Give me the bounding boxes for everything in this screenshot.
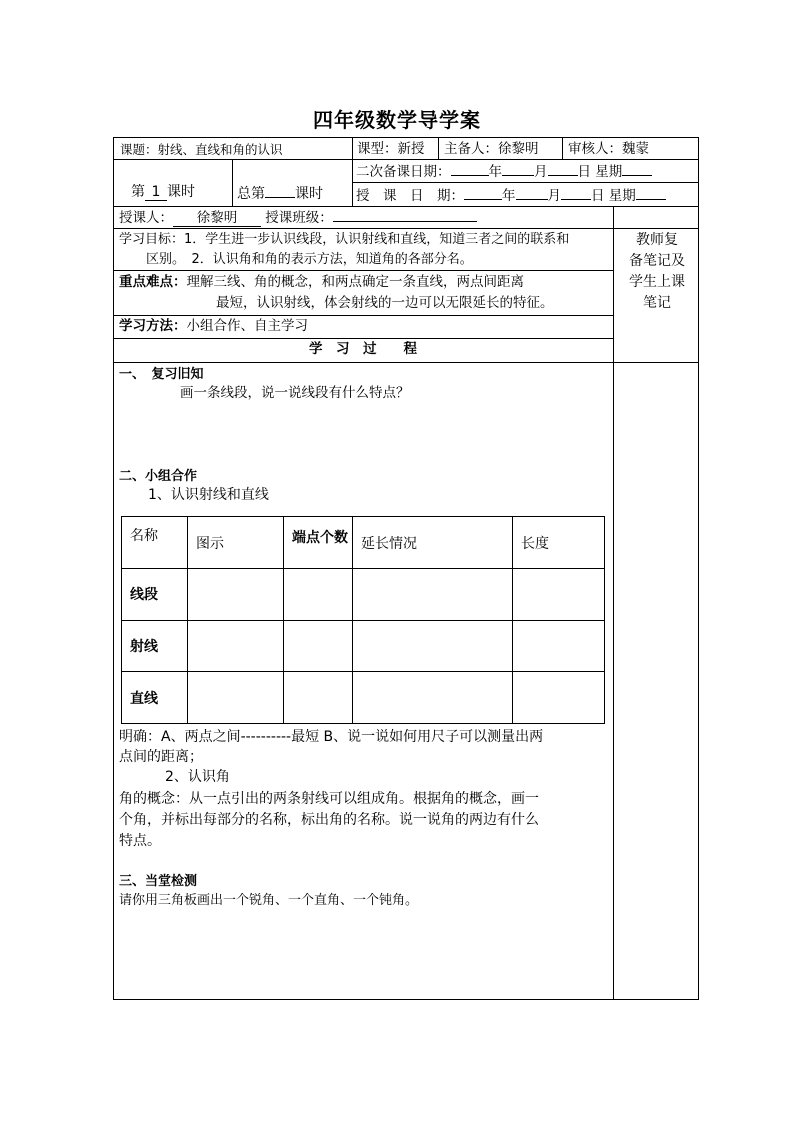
lesson-type-label: 课型：新授 bbox=[357, 141, 425, 157]
table-header: 图示 bbox=[188, 517, 284, 569]
check-text: 请你用三角板画出一个锐角、一个直角、一个钝角。 bbox=[119, 893, 419, 908]
lines-comparison-table bbox=[121, 516, 605, 724]
reviewer-label: 审核人：魏蒙 bbox=[568, 141, 649, 157]
total-lesson-number: 总第 课时 bbox=[237, 183, 323, 204]
table-row: 直线 bbox=[122, 672, 605, 724]
clarify-line1: 明确：A、两点之间----------最短 B、说一说如何用尺子可以测量出两 bbox=[119, 729, 544, 745]
table-header: 名称 bbox=[122, 517, 188, 569]
table-row: 线段 bbox=[122, 569, 605, 621]
angle-concept-line2: 个角，并标出每部分的名称，标出角的名称。说一说角的两边有什么 bbox=[119, 812, 539, 828]
page-title: 四年级数学导学案 bbox=[313, 108, 481, 132]
check-heading: 三、当堂检测 bbox=[119, 874, 198, 889]
table-header: 端点个数 bbox=[284, 517, 353, 569]
learning-goals-line2: 区别。 2．认识角和角的表示方法，知道角的各部分名。 bbox=[146, 252, 473, 267]
angle-concept-line1: 角的概念：从一点引出的两条射线可以组成角。根据角的概念，画一 bbox=[119, 791, 539, 807]
learning-goals-line1: 学习目标：1．学生进一步认识线段，认识射线和直线，知道三者之间的联系和 bbox=[119, 232, 570, 247]
review-text: 画一条线段，说一说线段有什么特点？ bbox=[180, 385, 410, 401]
group-subheading-1: 1、认识射线和直线 bbox=[148, 487, 269, 503]
table-header: 长度 bbox=[513, 517, 605, 569]
topic-label: 课题：射线、直线和角的认识 bbox=[120, 142, 283, 157]
lesson-number: 第 1 课时 bbox=[131, 184, 195, 200]
group-subheading-2: 2、认识角 bbox=[165, 769, 230, 785]
angle-concept-line3: 特点。 bbox=[119, 833, 161, 849]
table-row: 射线 bbox=[122, 620, 605, 672]
teach-date-row: 授 课 日 期： 年 月 日 星期 bbox=[356, 185, 666, 206]
key-points-line1: 重点难点：理解三线、角的概念，和两点确定一条直线，两点间距离 bbox=[119, 274, 524, 290]
teacher-row: 授课人： 徐黎明 授课班级： bbox=[119, 207, 477, 228]
key-points-line2: 最短，认识射线，体会射线的一边可以无限延长的特征。 bbox=[216, 295, 554, 311]
side-note: 教师复 备笔记及 学生上课 笔记 bbox=[629, 232, 685, 311]
review-heading: 一、 复习旧知 bbox=[119, 367, 204, 382]
preparer-label: 主备人：徐黎明 bbox=[444, 141, 539, 157]
group-heading: 二、小组合作 bbox=[119, 469, 198, 484]
process-heading: 学 习 过 程 bbox=[309, 341, 417, 357]
clarify-line2: 点间的距离； bbox=[119, 749, 203, 765]
learning-method: 学习方法：小组合作、自主学习 bbox=[119, 318, 308, 334]
second-prep-date-row: 二次备课日期： 年 月 日 星期 bbox=[356, 161, 652, 182]
table-header: 延长情况 bbox=[353, 517, 513, 569]
